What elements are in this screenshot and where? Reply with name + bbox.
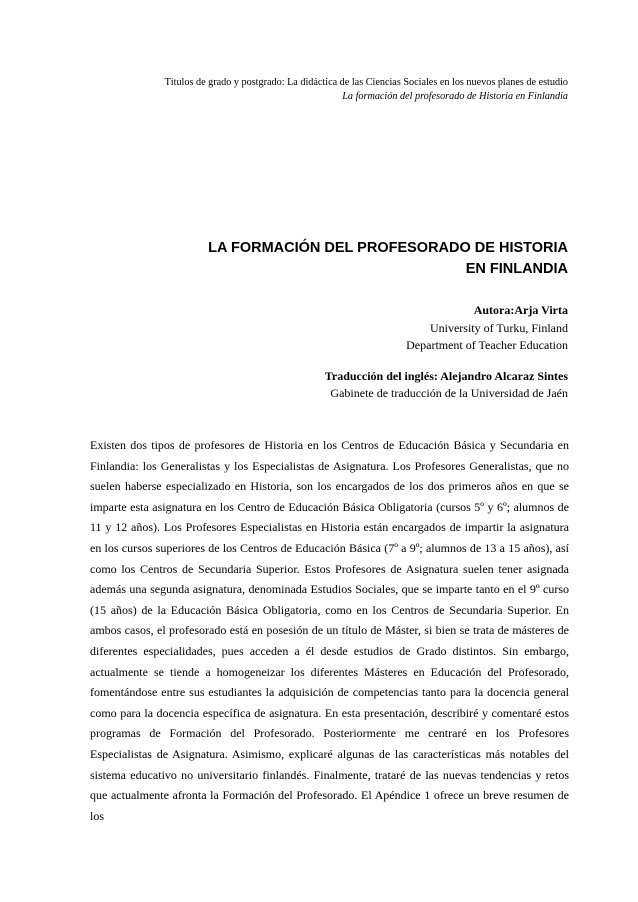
translation-credit: Traducción del inglés: Alejandro Alcaraz Sintes bbox=[324, 368, 568, 383]
translation-office: Gabinete de traducción de la Universidad de Jaén bbox=[330, 386, 568, 400]
body-paragraph: Existen dos tipos de profesores de Historia en los Centros de Educación Básica y Secundaria en Finlandia: los Generalistas y los Especialistas de Asignatura. Los Profesores Generalistas, que no suelen haberse especializado en Historia, son los encargados de los dos primeros años en que se imparte esta asignatura en los Centro de Educación Básica Obligatoria (cursos 5º y 6º; alumnos de 11 y 12 años). Los Profesores Especialistas en Historia están encargados de impartir la asignatura en los cursos superiores de los Centros de Educación Básica (7º a 9º; alumnos de 13 a 15 años), así como los Centros de Secundaria Superior. Estos Profesores de Asignatura suelen tener asignada además una segunda asignatura, denominada Estudios Sociales, que se imparte tanto en el 9º curso (15 años) de la Educación Básica Obligatoria, como en los Centros de Secundaria Superior. En ambos casos, el profesorado está en posesión de un título de Máster, si bien se trata de másteres de diferentes especialidades, pues acceden a él desde estudios de Grado distintos. Sin embargo, actualmente se tiende a homogeneizar los diferentes Másteres en Educación del Profesorado, fomentándose entre sus estudiantes la adquisición de competencias tanto para la docencia general como para la docencia específica de asignatura. En esta presentación, describiré y comentaré estos programas de Formación del Profesorado. Posteriormente me centraré en los Profesores Especialistas de Asignatura. Asimismo, explicaré algunas de las características más notables del sistema educativo no universitario finlandés. Finalmente, trataré de las nuevas tendencias y retos que actualmente afronta la Formación del Profesorado. El Apéndice 1 ofrece un breve resumen de los bbox=[90, 438, 569, 823]
author-block bbox=[250, 302, 568, 403]
document-title-line-2: EN FINLANDIA bbox=[465, 261, 568, 277]
author-name: Autora:Arja Virta bbox=[473, 303, 568, 317]
running-header bbox=[80, 76, 568, 104]
author-affiliation-university: University of Turku, Finland bbox=[429, 320, 568, 335]
author-affiliation-department: Department of Teacher Education bbox=[406, 338, 568, 352]
running-header-line-1: Títulos de grado y postgrado: La didáctica de las Ciencias Sociales en los nuevos planes de estudio bbox=[164, 77, 568, 88]
running-header-line-2: La formación del profesorado de Historia en Finlandia bbox=[342, 91, 568, 102]
document-title-line-1: LA FORMACIÓN DEL PROFESORADO DE HISTORIA bbox=[208, 240, 568, 256]
document-title bbox=[150, 238, 568, 280]
author-block-spacer bbox=[250, 355, 568, 368]
